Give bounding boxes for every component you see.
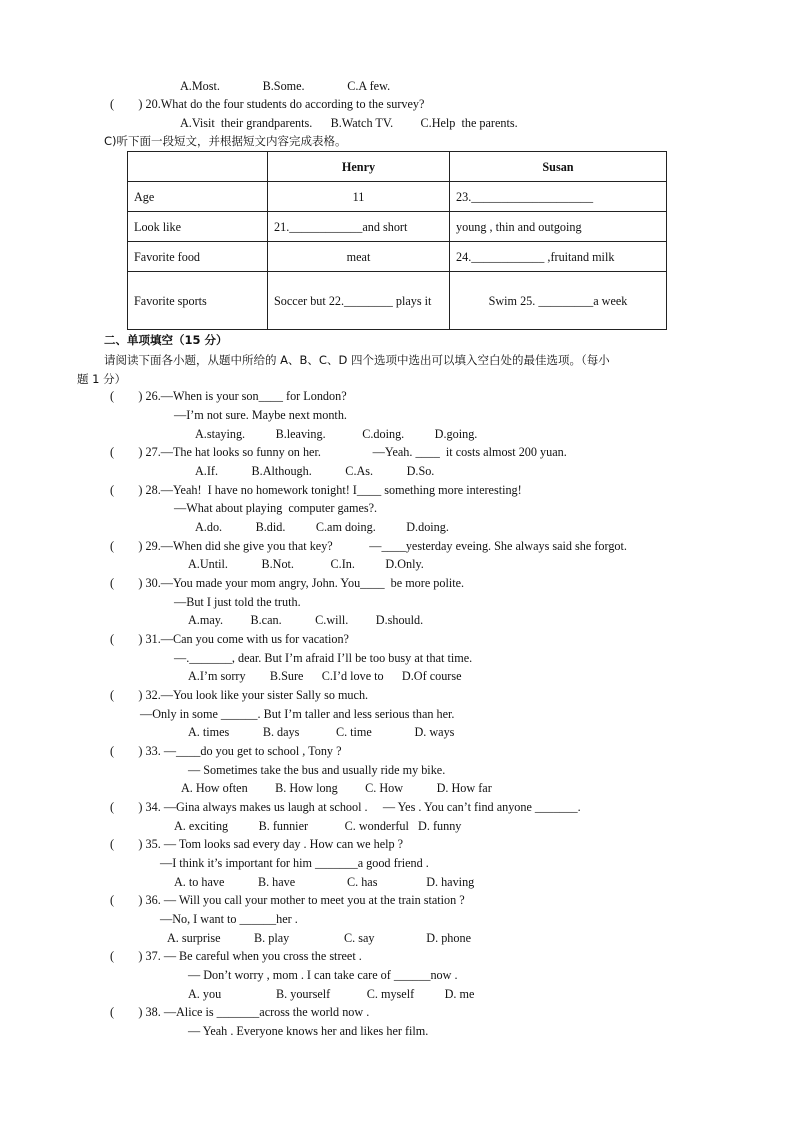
question-options: A.staying. B.leaving. C.doing. D.going. bbox=[195, 427, 478, 441]
question-options: A.If. B.Although. C.As. D.So. bbox=[195, 464, 435, 478]
table-header-susan: Susan bbox=[450, 152, 667, 182]
q20-stem: ( ) 20.What do the four students do according to the survey? bbox=[110, 97, 425, 111]
question-options: A. times B. days C. time D. ways bbox=[188, 725, 455, 739]
question-reply: — Yeah . Everyone knows her and likes her film. bbox=[188, 1024, 429, 1038]
question-reply: —But I just told the truth. bbox=[174, 595, 301, 609]
question-reply: —Only in some ______. But I’m taller and less serious than her. bbox=[140, 707, 455, 721]
question-reply: —No, I want to ______her . bbox=[160, 912, 298, 926]
question-stem: ( ) 30.—You made your mom angry, John. You____ be more polite. bbox=[110, 576, 465, 590]
table-cell: 24.____________ ,fruitand milk bbox=[450, 242, 667, 272]
table-row bbox=[128, 212, 667, 242]
question-stem: ( ) 29.—When did she give you that key? —____yesterday eveing. She always said she forgot. bbox=[110, 539, 627, 553]
question-stem: ( ) 32.—You look like your sister Sally so much. bbox=[110, 688, 369, 702]
table-header-henry: Henry bbox=[268, 152, 450, 182]
question-stem: ( ) 35. — Tom looks sad every day . How can we help ? bbox=[110, 837, 404, 851]
table-row bbox=[128, 182, 667, 212]
table-row bbox=[128, 272, 667, 330]
q20-options: A.Visit their grandparents. B.Watch TV. C.Help the parents. bbox=[180, 116, 518, 130]
question-stem: ( ) 27.—The hat looks so funny on her. —Yeah. ____ it costs almost 200 yuan. bbox=[110, 445, 567, 459]
part-c-title: C)听下面一段短文，并根据短文内容完成表格。 bbox=[104, 134, 347, 148]
question-options: A. you B. yourself C. myself D. me bbox=[188, 987, 475, 1001]
instruction-line-2: 题 1 分） bbox=[77, 372, 127, 386]
question-stem: ( ) 26.—When is your son____ for London? bbox=[110, 389, 347, 403]
question-reply: —._______, dear. But I’m afraid I’ll be too busy at that time. bbox=[174, 651, 473, 665]
question-reply: — Sometimes take the bus and usually ride my bike. bbox=[188, 763, 446, 777]
question-options: A. to have B. have C. has D. having bbox=[174, 875, 475, 889]
question-stem: ( ) 31.—Can you come with us for vacation? bbox=[110, 632, 349, 646]
question-options: A.may. B.can. C.will. D.should. bbox=[188, 613, 424, 627]
question-stem: ( ) 33. —____do you get to school , Tony ? bbox=[110, 744, 342, 758]
question-options: A. exciting B. funnier C. wonderful D. funny bbox=[174, 819, 462, 833]
instruction-line-1: 请阅读下面各小题，从题中所给的 A、B、C、D 四个选项中选出可以填入空白处的最佳选项。（每小 bbox=[104, 353, 610, 367]
table-cell: Soccer but 22.________ plays it bbox=[268, 272, 450, 330]
question-stem: ( ) 34. —Gina always makes us laugh at school . — Yes . You can’t find anyone _______. bbox=[110, 800, 581, 814]
question-stem: ( ) 38. —Alice is _______across the world now . bbox=[110, 1005, 370, 1019]
q19-options: A.Most. B.Some. C.A few. bbox=[180, 79, 391, 93]
table-cell: 23.____________________ bbox=[450, 182, 667, 212]
question-reply: —I’m not sure. Maybe next month. bbox=[174, 408, 347, 422]
table-row bbox=[128, 242, 667, 272]
section-title: 二、单项填空（15 分） bbox=[104, 333, 228, 347]
question-options: A. surprise B. play C. say D. phone bbox=[167, 931, 471, 945]
question-stem: ( ) 37. — Be careful when you cross the street . bbox=[110, 949, 362, 963]
question-options: A.Until. B.Not. C.In. D.Only. bbox=[188, 557, 424, 571]
listening-table bbox=[127, 151, 667, 330]
question-options: A. How often B. How long C. How D. How far bbox=[181, 781, 492, 795]
question-reply: —I think it’s important for him _______a good friend . bbox=[160, 856, 429, 870]
table-cell: 11 bbox=[268, 182, 450, 212]
table-header-cell bbox=[128, 152, 268, 182]
table-header-row bbox=[128, 152, 667, 182]
question-options: A.do. B.did. C.am doing. D.doing. bbox=[195, 520, 449, 534]
row-label: Favorite sports bbox=[128, 272, 268, 330]
question-stem: ( ) 36. — Will you call your mother to meet you at the train station ? bbox=[110, 893, 465, 907]
table-cell: meat bbox=[268, 242, 450, 272]
table-cell: Swim 25. _________a week bbox=[450, 272, 667, 330]
question-reply: —What about playing computer games?. bbox=[174, 501, 378, 515]
question-stem: ( ) 28.—Yeah! I have no homework tonight! I____ something more interesting! bbox=[110, 483, 522, 497]
row-label: Look like bbox=[128, 212, 268, 242]
table-cell: young , thin and outgoing bbox=[450, 212, 667, 242]
row-label: Favorite food bbox=[128, 242, 268, 272]
row-label: Age bbox=[128, 182, 268, 212]
table-cell: 21.____________and short bbox=[268, 212, 450, 242]
question-options: A.I’m sorry B.Sure C.I’d love to D.Of course bbox=[188, 669, 462, 683]
question-reply: — Don’t worry , mom . I can take care of ______now . bbox=[188, 968, 458, 982]
